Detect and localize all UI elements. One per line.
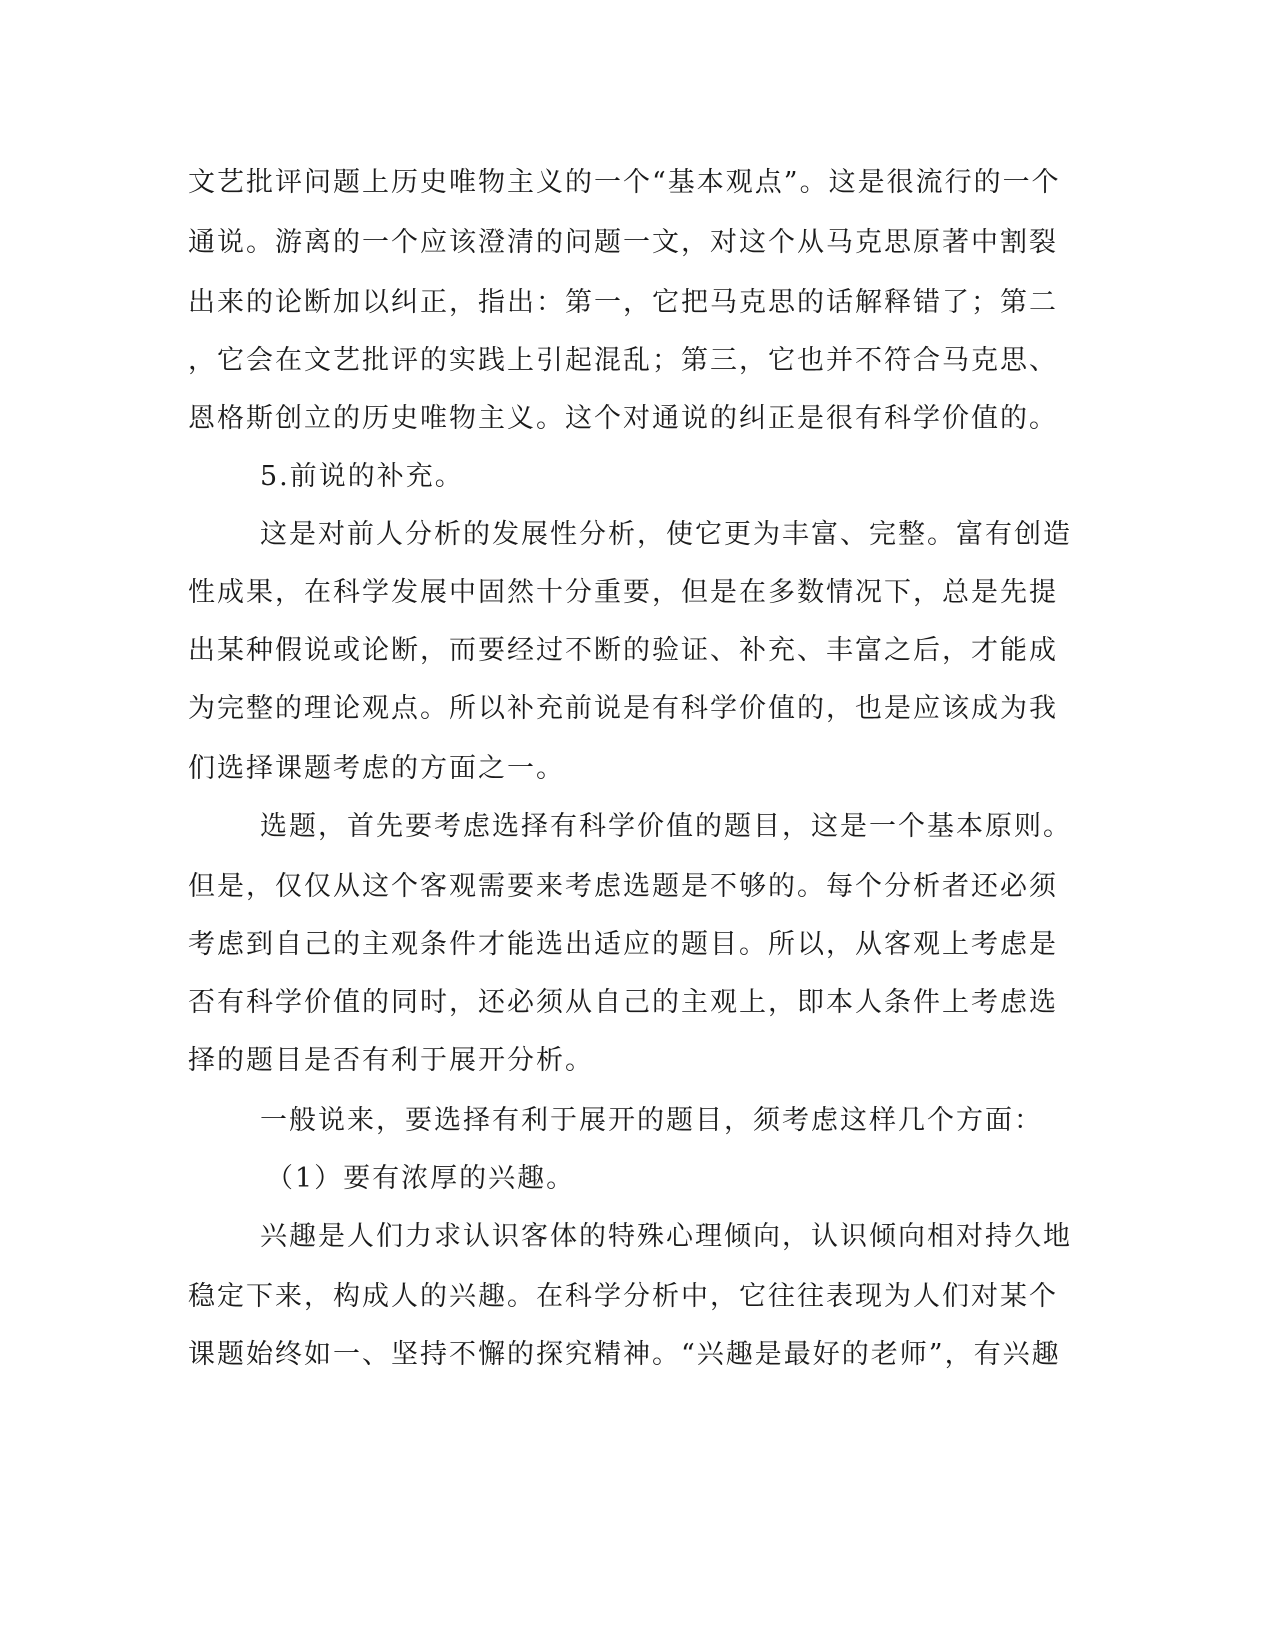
- text-line: 通说。游离的一个应该澄清的问题一文，对这个从马克思原著中割裂: [188, 227, 1058, 258]
- text-line: 这是对前人分析的发展性分析，使它更为丰富、完整。富有创造: [260, 519, 1072, 550]
- text-line: ，它会在文艺批评的实践上引起混乱；第三，它也并不符合马克思、: [188, 345, 1058, 376]
- text-line: 性成果，在科学发展中固然十分重要，但是在多数情况下，总是先提: [188, 577, 1058, 608]
- text-line: 否有科学价值的同时，还必须从自己的主观上，即本人条件上考虑选: [188, 987, 1058, 1018]
- text-line: 出来的论断加以纠正，指出：第一，它把马克思的话解释错了；第二: [188, 287, 1058, 318]
- text-line: 选题，首先要考虑选择有科学价值的题目，这是一个基本原则。: [260, 811, 1072, 842]
- list-item-heading: （1）要有浓厚的兴趣。: [266, 1163, 576, 1194]
- text-line: 们选择课题考虑的方面之一。: [188, 753, 565, 784]
- text-line: 但是，仅仅从这个客观需要来考虑选题是不够的。每个分析者还必须: [188, 871, 1058, 902]
- text-line: 稳定下来，构成人的兴趣。在科学分析中，它往往表现为人们对某个: [188, 1281, 1058, 1312]
- text-line: 为完整的理论观点。所以补充前说是有科学价值的，也是应该成为我: [188, 693, 1058, 724]
- text-line: 课题始终如一、坚持不懈的探究精神。“兴趣是最好的老师”，有兴趣: [188, 1339, 1061, 1370]
- text-line: 文艺批评问题上历史唯物主义的一个“基本观点”。这是很流行的一个: [188, 167, 1061, 198]
- text-line: 一般说来，要选择有利于展开的题目，须考虑这样几个方面：: [260, 1105, 1043, 1136]
- section-heading: 5.前说的补充。: [260, 461, 464, 492]
- text-line: 恩格斯创立的历史唯物主义。这个对通说的纠正是很有科学价值的。: [188, 403, 1058, 434]
- text-line: 择的题目是否有利于展开分析。: [188, 1045, 594, 1076]
- text-line: 出某种假说或论断，而要经过不断的验证、补充、丰富之后，才能成: [188, 635, 1058, 666]
- text-line: 兴趣是人们力求认识客体的特殊心理倾向，认识倾向相对持久地: [260, 1221, 1072, 1252]
- text-line: 考虑到自己的主观条件才能选出适应的题目。所以，从客观上考虑是: [188, 929, 1058, 960]
